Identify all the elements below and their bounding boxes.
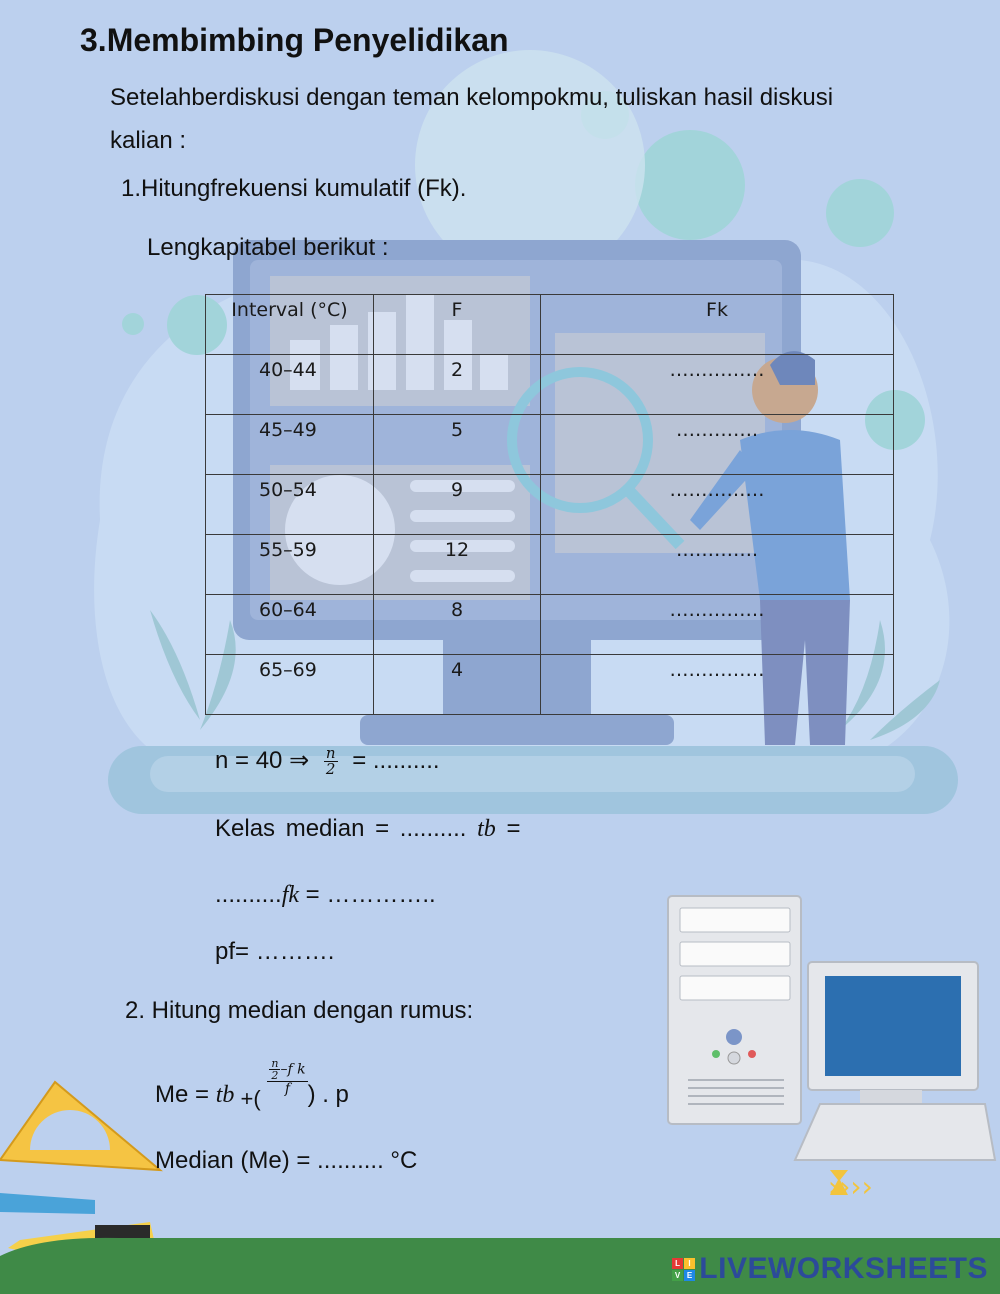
- liveworksheets-logo[interactable]: [672, 1252, 988, 1286]
- fk-answer-cell[interactable]: ………….: [541, 415, 894, 475]
- table-row: [206, 475, 894, 535]
- interval-cell: 60–64: [206, 595, 374, 655]
- fk-answer-cell[interactable]: ……………: [541, 355, 894, 415]
- header-f: F: [374, 295, 541, 355]
- fk-answer-cell[interactable]: ………….: [541, 535, 894, 595]
- header-interval: Interval (°C): [206, 295, 374, 355]
- interval-cell: 45–49: [206, 415, 374, 475]
- formula-numerator: [267, 1058, 307, 1082]
- formula-tb: tb: [215, 1081, 235, 1108]
- formula-2: 2: [271, 1069, 279, 1082]
- interval-cell: 50–54: [206, 475, 374, 535]
- f-cell: 12: [374, 535, 541, 595]
- formula-minus-fk: –𝑓 𝑘: [280, 1061, 306, 1078]
- interval-cell: 55–59: [206, 535, 374, 595]
- formula-close: ) . p: [307, 1080, 349, 1108]
- n-over-2-fraction: [324, 746, 338, 777]
- median-class-label: Kelas median = ..........: [215, 815, 478, 842]
- n-half-answer: = ..........: [352, 747, 440, 774]
- f-cell: 2: [374, 355, 541, 415]
- table-row: [206, 655, 894, 715]
- logo-letter: E: [684, 1270, 695, 1281]
- n-half-line[interactable]: [215, 746, 440, 777]
- logo-text: LIVEWORKSHEETS: [699, 1252, 988, 1285]
- fk-answer-cell[interactable]: ……………: [541, 475, 894, 535]
- fk-line[interactable]: [215, 881, 436, 909]
- median-class-line[interactable]: [215, 815, 520, 843]
- table-row: [206, 355, 894, 415]
- formula-n: n: [271, 1057, 279, 1070]
- fraction-denominator: 2: [325, 760, 336, 779]
- tb-answer: ..........: [215, 881, 282, 908]
- table-row: [206, 415, 894, 475]
- svg-text:››››: ››››: [828, 1170, 873, 1203]
- formula-n-over-2: [269, 1058, 280, 1081]
- fk-answer-cell[interactable]: ……………: [541, 595, 894, 655]
- tb-symbol: tb: [477, 816, 496, 842]
- n-prefix: n = 40 ⇒: [215, 747, 310, 774]
- f-cell: 8: [374, 595, 541, 655]
- median-formula: [155, 1057, 349, 1112]
- median-answer-line[interactable]: Median (Me) = .......... °C: [155, 1147, 418, 1174]
- logo-letter: L: [672, 1258, 683, 1269]
- formula-fraction: [267, 1058, 307, 1097]
- fk-answer: = …………..: [299, 881, 436, 908]
- interval-cell: 40–44: [206, 355, 374, 415]
- table-header-row: [206, 295, 894, 355]
- table-instruction: Lengkapitabel berikut :: [147, 234, 389, 261]
- interval-cell: 65–69: [206, 655, 374, 715]
- f-cell: 4: [374, 655, 541, 715]
- step-1-label: 1.Hitungfrekuensi kumulatif (Fk).: [121, 175, 467, 202]
- fk-symbol: fk: [281, 882, 300, 908]
- formula-open: +(: [234, 1085, 261, 1111]
- header-fk: Fk: [541, 295, 894, 355]
- table-row: [206, 595, 894, 655]
- tb-equals: =: [495, 815, 521, 842]
- f-cell: 5: [374, 415, 541, 475]
- intro-line-2: kalian :: [110, 127, 187, 154]
- pf-line[interactable]: pf= ……….: [215, 938, 335, 965]
- step-2-label: 2. Hitung median dengan rumus:: [125, 997, 474, 1024]
- fraction-numerator: n: [325, 744, 336, 763]
- formula-f: f: [284, 1081, 291, 1097]
- frequency-table: [205, 294, 894, 715]
- logo-letter: V: [672, 1270, 683, 1281]
- intro-line-1: Setelahberdiskusi dengan teman kelompokmu, tuliskan hasil diskusi: [110, 84, 834, 111]
- table-row: [206, 535, 894, 595]
- formula-prefix: Me =: [155, 1080, 216, 1108]
- f-cell: 9: [374, 475, 541, 535]
- section-heading: 3.Membimbing Penyelidikan: [80, 22, 509, 58]
- logo-letter: I: [684, 1258, 695, 1269]
- logo-icon: [672, 1258, 695, 1281]
- fk-answer-cell[interactable]: ……………: [541, 655, 894, 715]
